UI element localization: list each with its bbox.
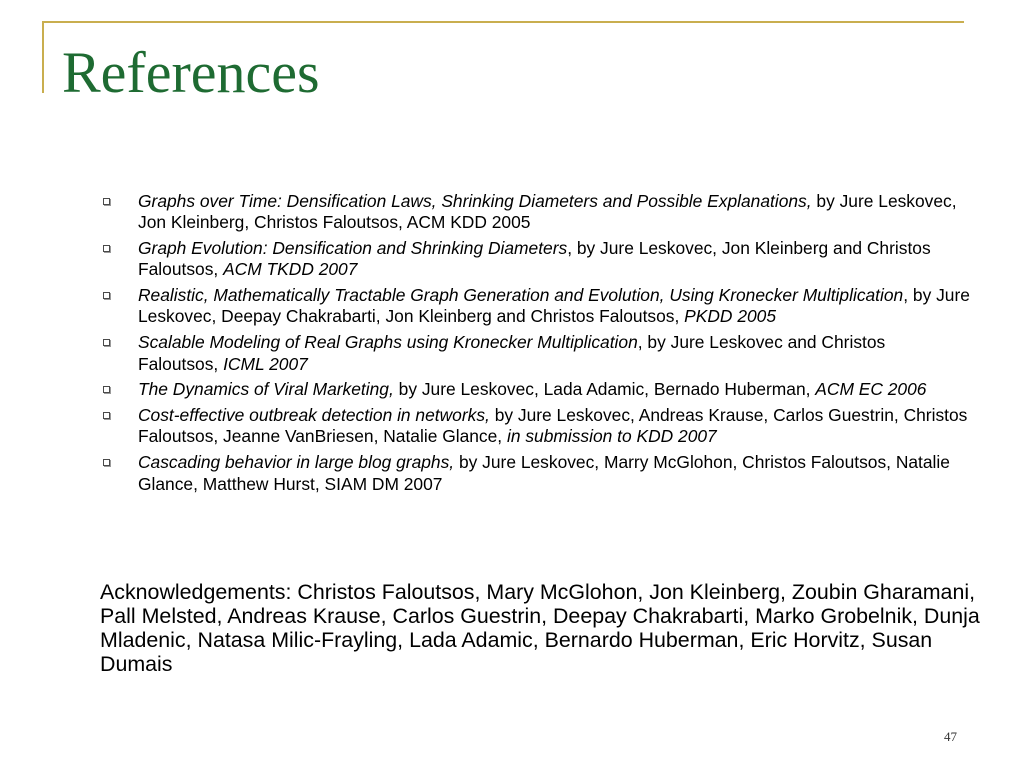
- reference-authors: by Jure Leskovec, Andreas Krause, Carlos Guestrin, Christos Faloutsos, Jeanne VanBriesen, Natalie Glance,: [138, 405, 968, 447]
- hollow-square-bullet-icon: [103, 339, 110, 346]
- frame-left-line: [42, 21, 44, 93]
- reference-venue: in submission to KDD 2007: [506, 426, 717, 447]
- reference-item: [100, 285, 970, 328]
- reference-list: [100, 191, 970, 499]
- reference-item: [100, 379, 970, 400]
- reference-authors: by Jure Leskovec, Lada Adamic, Bernado Huberman,: [393, 379, 816, 400]
- page-number: 47: [944, 729, 957, 744]
- reference-item: [100, 191, 970, 234]
- reference-title: Graphs over Time: Densification Laws, Shrinking Diameters and Possible Explanations,: [138, 191, 812, 211]
- reference-item: [100, 332, 970, 375]
- hollow-square-bullet-icon: [103, 198, 110, 205]
- slide-title: References: [62, 40, 320, 105]
- reference-item: [100, 405, 970, 448]
- reference-venue: ACM TKDD 2007: [223, 259, 358, 280]
- hollow-square-bullet-icon: [103, 245, 110, 252]
- hollow-square-bullet-icon: [103, 386, 110, 393]
- reference-title: Cost-effective outbreak detection in networks,: [138, 405, 490, 426]
- reference-title: Realistic, Mathematically Tractable Graph Generation and Evolution, Using Kronecker Multiplication: [138, 285, 904, 306]
- hollow-square-bullet-icon: [103, 292, 110, 299]
- frame-top-line: [42, 21, 964, 23]
- reference-title: The Dynamics of Viral Marketing,: [138, 379, 394, 400]
- reference-item: [100, 238, 970, 281]
- reference-venue: PKDD 2005: [684, 306, 777, 327]
- reference-authors: by Jure Leskovec, Jon Kleinberg, Christos Faloutsos, ACM KDD 2005: [138, 191, 957, 233]
- reference-authors: , by Jure Leskovec, Jon Kleinberg and Christos Faloutsos,: [138, 238, 931, 280]
- reference-authors: , by Jure Leskovec and Christos Faloutsos,: [138, 332, 886, 374]
- hollow-square-bullet-icon: [103, 459, 110, 466]
- reference-title: Cascading behavior in large blog graphs,: [138, 452, 455, 473]
- reference-authors: by Jure Leskovec, Marry McGlohon, Christos Faloutsos, Natalie Glance, Matthew Hurst, SIAM DM 2007: [138, 452, 950, 494]
- reference-venue: ACM EC 2006: [815, 379, 927, 400]
- reference-item: [100, 452, 970, 495]
- reference-title: Scalable Modeling of Real Graphs using Kronecker Multiplication: [138, 332, 638, 353]
- acknowledgements: Acknowledgements: Christos Faloutsos, Mary McGlohon, Jon Kleinberg, Zoubin Gharamani, Pall Melsted, Andreas Krause, Carlos Guestrin, Deepay Chakrabarti, Marko Grobelnik, Dunja Mladenic, Natasa Milic-Frayling, Lada Adamic, Bernardo Huberman, Eric Horvitz, Susan Dumais: [100, 580, 980, 676]
- reference-authors: , by Jure Leskovec, Deepay Chakrabarti, Jon Kleinberg and Christos Faloutsos,: [138, 285, 970, 327]
- hollow-square-bullet-icon: [103, 412, 110, 419]
- reference-venue: ICML 2007: [223, 353, 308, 374]
- reference-title: Graph Evolution: Densification and Shrinking Diameters: [138, 238, 568, 259]
